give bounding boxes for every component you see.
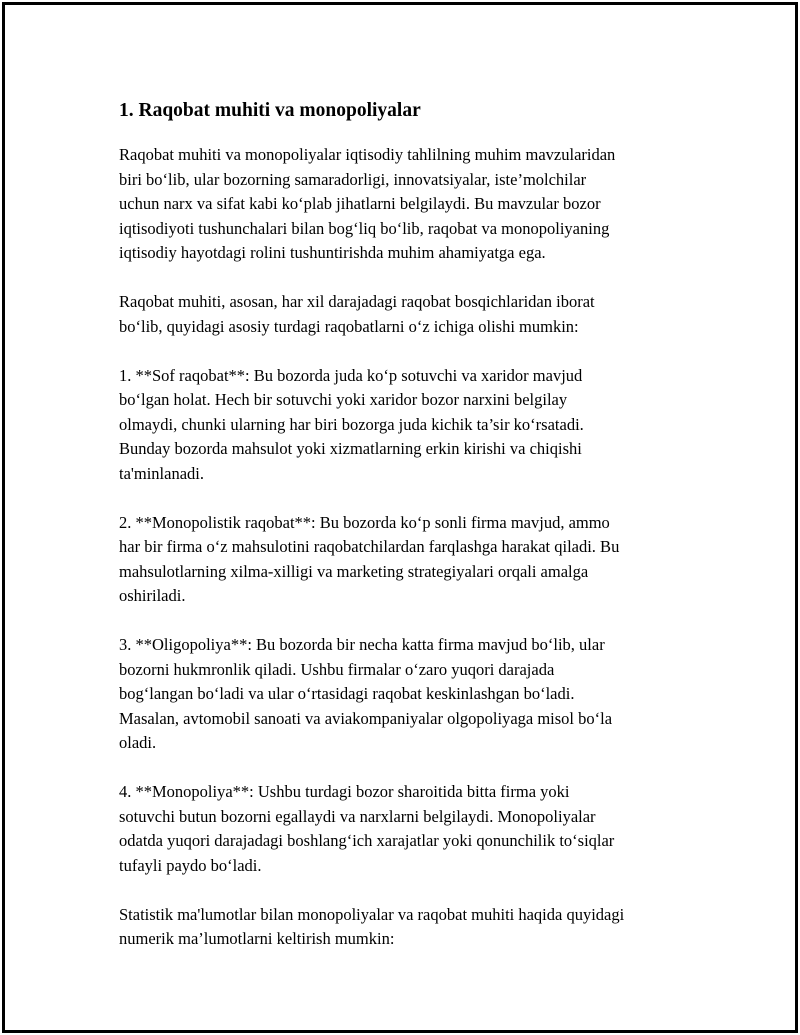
paragraph-competition-types [119,290,699,339]
text-line: ta'minlanadi. [119,463,204,483]
text-line: Masalan, avtomobil sanoati va aviakompaniyalar olgopoliyaga misol bo‘la [119,708,613,728]
paragraph-oligopoly [119,633,699,756]
paragraph-monopoly [119,780,699,878]
text-line: tufayli paydo bo‘ladi. [119,855,262,875]
paragraph-statistics-intro [119,903,699,952]
text-line: Raqobat muhiti va monopoliyalar iqtisodiy tahlilning muhim mavzularidan [119,145,616,164]
text-line: bozorni hukmronlik qiladi. Ushbu firmalar o‘zaro yuqori darajada [119,659,555,679]
text-line: numerik ma’lumotlarni keltirish mumkin: [119,929,395,948]
text-line: 4. **Monopoliya**: Ushbu turdagi bozor sharoitida bitta firma yoki [119,782,570,801]
text-line: har bir firma o‘z mahsulotini raqobatchilardan farqlashga harakat qiladi. Bu [119,537,620,556]
text-line: olmaydi, chunki ularning har biri bozorga juda kichik ta’sir ko‘rsatadi. [119,414,584,434]
text-line: iqtisodiy hayotdagi rolini tushuntirishda muhim ahamiyatga ega. [119,243,546,262]
text-line: Bunday bozorda mahsulot yoki xizmatlarning erkin kirishi va chiqishi [119,439,582,458]
paragraph-perfect-competition [119,364,699,487]
text-line: odatda yuqori darajadagi boshlang‘ich xarajatlar yoki qonunchilik to‘siqlar [119,831,615,850]
document-body [119,97,699,976]
text-line: bo‘lgan holat. Hech bir sotuvchi yoki xaridor bozor narxini belgilay [119,390,568,409]
section-heading: 1. Raqobat muhiti va monopoliyalar [119,100,421,121]
text-line: oshiriladi. [119,586,186,605]
text-line: Statistik ma'lumotlar bilan monopoliyalar va raqobat muhiti haqida quyidagi [119,904,625,924]
text-line: bo‘lib, quyidagi asosiy turdagi raqobatlarni o‘z ichiga olishi mumkin: [119,316,579,336]
text-line: iqtisodiyoti tushunchalari bilan bog‘liq bo‘lib, raqobat va monopoliyaning [119,218,610,238]
paragraph-monopolistic-competition [119,511,699,609]
page-frame [2,2,798,1033]
text-line: 3. **Oligopoliya**: Bu bozorda bir necha katta firma mavjud bo‘lib, ular [119,635,605,654]
text-line: oladi. [119,733,157,752]
text-line: biri bo‘lib, ular bozorning samaradorligi, innovatsiyalar, iste’molchilar [119,169,587,189]
paragraph-intro [119,143,699,266]
text-line: uchun narx va sifat kabi ko‘plab jihatlarni belgilaydi. Bu mavzular bozor [119,194,601,213]
text-line: 2. **Monopolistik raqobat**: Bu bozorda ko‘p sonli firma mavjud, ammo [119,512,610,532]
text-line: Raqobat muhiti, asosan, har xil darajadagi raqobat bosqichlaridan iborat [119,292,595,311]
text-line: mahsulotlarning xilma-xilligi va marketing strategiyalari orqali amalga [119,561,589,581]
text-line: 1. **Sof raqobat**: Bu bozorda juda ko‘p sotuvchi va xaridor mavjud [119,365,583,385]
text-line: bog‘langan bo‘ladi va ular o‘rtasidagi raqobat keskinlashgan bo‘ladi. [119,684,575,703]
text-line: sotuvchi butun bozorni egallaydi va narxlarni belgilaydi. Monopoliyalar [119,806,596,826]
